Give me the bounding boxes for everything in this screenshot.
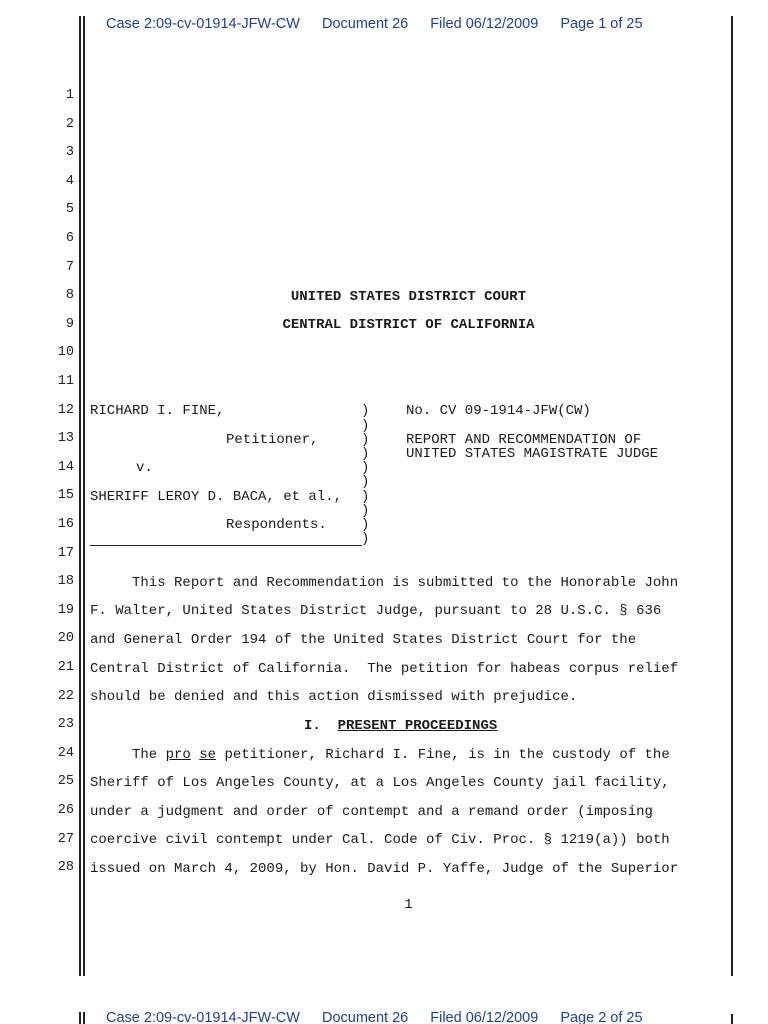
section-title: PRESENT PROCEEDINGS: [337, 718, 498, 734]
line-number: 1: [65, 88, 74, 103]
line-number: 6: [65, 231, 74, 246]
caption-underline: [90, 545, 362, 546]
line-number: 9: [65, 316, 74, 332]
line-number: 24: [57, 745, 74, 761]
left-margin-rule: [79, 16, 81, 976]
respondent-name: SHERIFF LEROY D. BACA, et al.,: [90, 489, 343, 505]
body-line: This Report and Recommendation is submitted to the Honorable John: [90, 575, 679, 591]
caption-paren: ): [361, 517, 370, 533]
body-line: coercive civil contempt under Cal. Code of Civ. Proc. § 1219(a)) both: [90, 832, 670, 848]
court-name-line-1: UNITED STATES DISTRICT COURT: [290, 289, 527, 305]
line-number: 7: [65, 259, 74, 275]
body-text-segment: petitioner, Richard I. Fine, is in the custody of the: [216, 747, 670, 763]
case-number-header: Case 2:09-cv-01914-JFW-CW: [106, 16, 300, 32]
caption-paren: ): [361, 531, 370, 547]
line-number: 2: [65, 116, 74, 132]
line-number: 17: [57, 545, 74, 561]
line-number: 23: [57, 717, 74, 733]
document-page-2-top: [0, 1000, 768, 1024]
caption-paren: ): [361, 503, 370, 519]
line-number: 21: [57, 660, 74, 675]
body-line: Sheriff of Los Angeles County, at a Los Angeles County jail facility,: [90, 775, 670, 791]
line-number: 10: [57, 345, 74, 361]
section-number: I.: [304, 718, 321, 734]
court-name-line-2: CENTRAL DISTRICT OF CALIFORNIA: [282, 317, 535, 333]
document-number-header: Document 26: [321, 16, 409, 32]
line-number: 20: [57, 631, 74, 647]
case-number: No. CV 09-1914-JFW(CW): [406, 403, 591, 419]
left-margin-rule: [79, 1012, 81, 1024]
filing-header-page-2: [106, 1010, 661, 1024]
line-number: 18: [57, 574, 74, 590]
filing-header: [106, 16, 661, 32]
petitioner-name: RICHARD I. FINE,: [90, 403, 225, 419]
filed-date-header: Filed 06/12/2009: [430, 1010, 539, 1024]
body-line: Central District of California. The petition for habeas corpus relief: [90, 661, 679, 677]
line-number: 8: [65, 288, 74, 304]
line-number: 16: [57, 517, 74, 532]
line-number: 22: [57, 688, 74, 704]
left-margin-rule-inner: [83, 16, 85, 976]
line-number: 14: [57, 459, 74, 475]
caption-paren: ): [361, 432, 370, 448]
body-line: under a judgment and order of contempt and a remand order (imposing: [90, 804, 653, 820]
document-title-line-2: UNITED STATES MAGISTRATE JUDGE: [406, 446, 659, 462]
line-number: 27: [57, 831, 74, 847]
page-number: 1: [404, 897, 413, 913]
right-margin-rule: [731, 1014, 733, 1024]
versus-label: v.: [136, 460, 153, 476]
page-count-header: Page 2 of 25: [560, 1010, 643, 1024]
line-number: 5: [65, 202, 74, 218]
body-line: should be denied and this action dismissed with prejudice.: [90, 689, 578, 705]
pro-term: pro: [165, 747, 191, 763]
respondent-role: Respondents.: [226, 517, 327, 533]
caption-paren: ): [361, 474, 370, 490]
caption-paren: ): [361, 489, 370, 505]
body-line: F. Walter, United States District Judge, pursuant to 28 U.S.C. § 636: [90, 603, 662, 619]
page-count-header: Page 1 of 25: [560, 16, 643, 32]
line-number: 19: [57, 602, 74, 618]
body-line: issued on March 4, 2009, by Hon. David P. Yaffe, Judge of the Superior: [90, 861, 679, 877]
document-number-header: Document 26: [321, 1010, 409, 1024]
left-margin-rule-inner: [83, 1012, 85, 1024]
petitioner-role: Petitioner,: [226, 432, 319, 448]
line-number: 28: [57, 860, 74, 876]
section-heading: [304, 718, 497, 734]
caption-paren: ): [361, 403, 370, 419]
body-text-segment: The: [90, 747, 166, 763]
document-title-line-1: REPORT AND RECOMMENDATION OF: [406, 432, 642, 448]
caption-paren: ): [361, 418, 370, 434]
line-number: 15: [57, 488, 74, 504]
se-term: se: [199, 747, 217, 763]
line-number: 13: [57, 431, 74, 447]
body-line: and General Order 194 of the United States District Court for the: [90, 632, 637, 648]
line-number: 11: [57, 374, 74, 389]
line-number: 25: [57, 774, 74, 790]
line-number: 26: [57, 803, 74, 818]
body-line: [90, 747, 670, 763]
filed-date-header: Filed 06/12/2009: [430, 16, 539, 32]
caption-paren: ): [361, 460, 370, 476]
case-number-header: Case 2:09-cv-01914-JFW-CW: [106, 1010, 300, 1024]
right-margin-rule: [731, 16, 733, 976]
line-number: 3: [65, 145, 74, 161]
line-number: 4: [65, 173, 74, 189]
line-number: 12: [57, 402, 74, 418]
caption-paren: ): [361, 446, 370, 462]
